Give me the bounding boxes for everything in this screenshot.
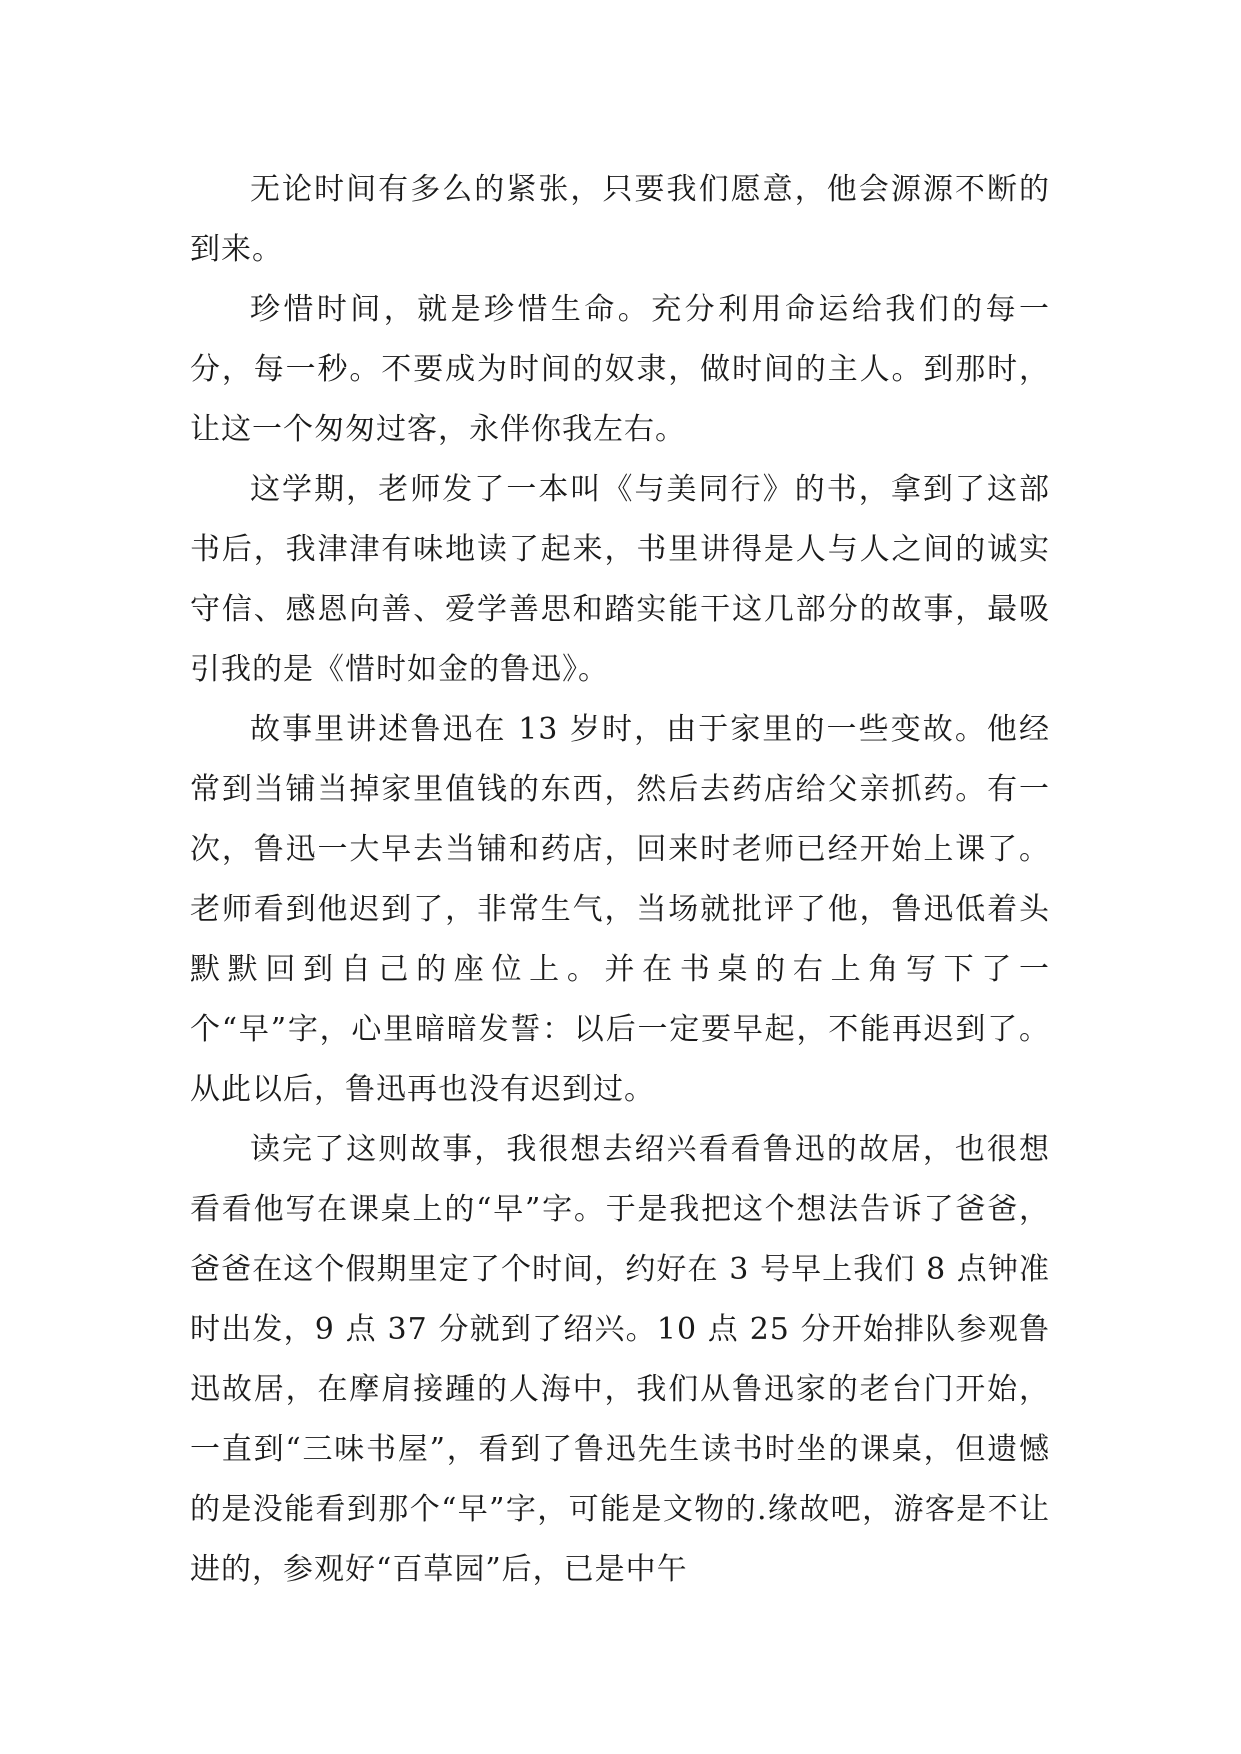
paragraph: 珍惜时间，就是珍惜生命。充分利用命运给我们的每一分，每一秒。不要成为时间的奴隶，做时间的主人。到那时，让这一个匆匆过客，永伴你我左右。	[190, 292, 1050, 447]
paragraph: 读完了这则故事，我很想去绍兴看看鲁迅的故居，也很想看看他写在课桌上的“早”字。于是我把这个想法告诉了爸爸，爸爸在这个假期里定了个时间，约好在 3 号早上我们 8 点钟准时出发，9 点 37 分就到了绍兴。10 点 25 分开始排队参观鲁迅故居，在摩肩接踵的人海中，我们从鲁迅家的老台门开始，一直到“三味书屋”，看到了鲁迅先生读书时坐的课桌，但遗憾的是没能看到那个“早”字，可能是文物的.缘故吧，游客是不让进的，参观好“百草园”后，已是中午	[190, 1132, 1050, 1587]
document-body	[190, 160, 1050, 1600]
paragraph: 故事里讲述鲁迅在 13 岁时，由于家里的一些变故。他经常到当铺当掉家里值钱的东西，然后去药店给父亲抓药。有一次，鲁迅一大早去当铺和药店，回来时老师已经开始上课了。老师看到他迟到了，非常生气，当场就批评了他，鲁迅低着头默默回到自己的座位上。并在书桌的右上角写下了一个“早”字，心里暗暗发誓：以后一定要早起，不能再迟到了。从此以后，鲁迅再也没有迟到过。	[190, 712, 1050, 1107]
paragraph: 这学期，老师发了一本叫《与美同行》的书，拿到了这部书后，我津津有味地读了起来，书里讲得是人与人之间的诚实守信、感恩向善、爱学善思和踏实能干这几部分的故事，最吸引我的是《惜时如金的鲁迅》。	[190, 472, 1050, 687]
paragraph: 无论时间有多么的紧张，只要我们愿意，他会源源不断的到来。	[190, 172, 1050, 267]
